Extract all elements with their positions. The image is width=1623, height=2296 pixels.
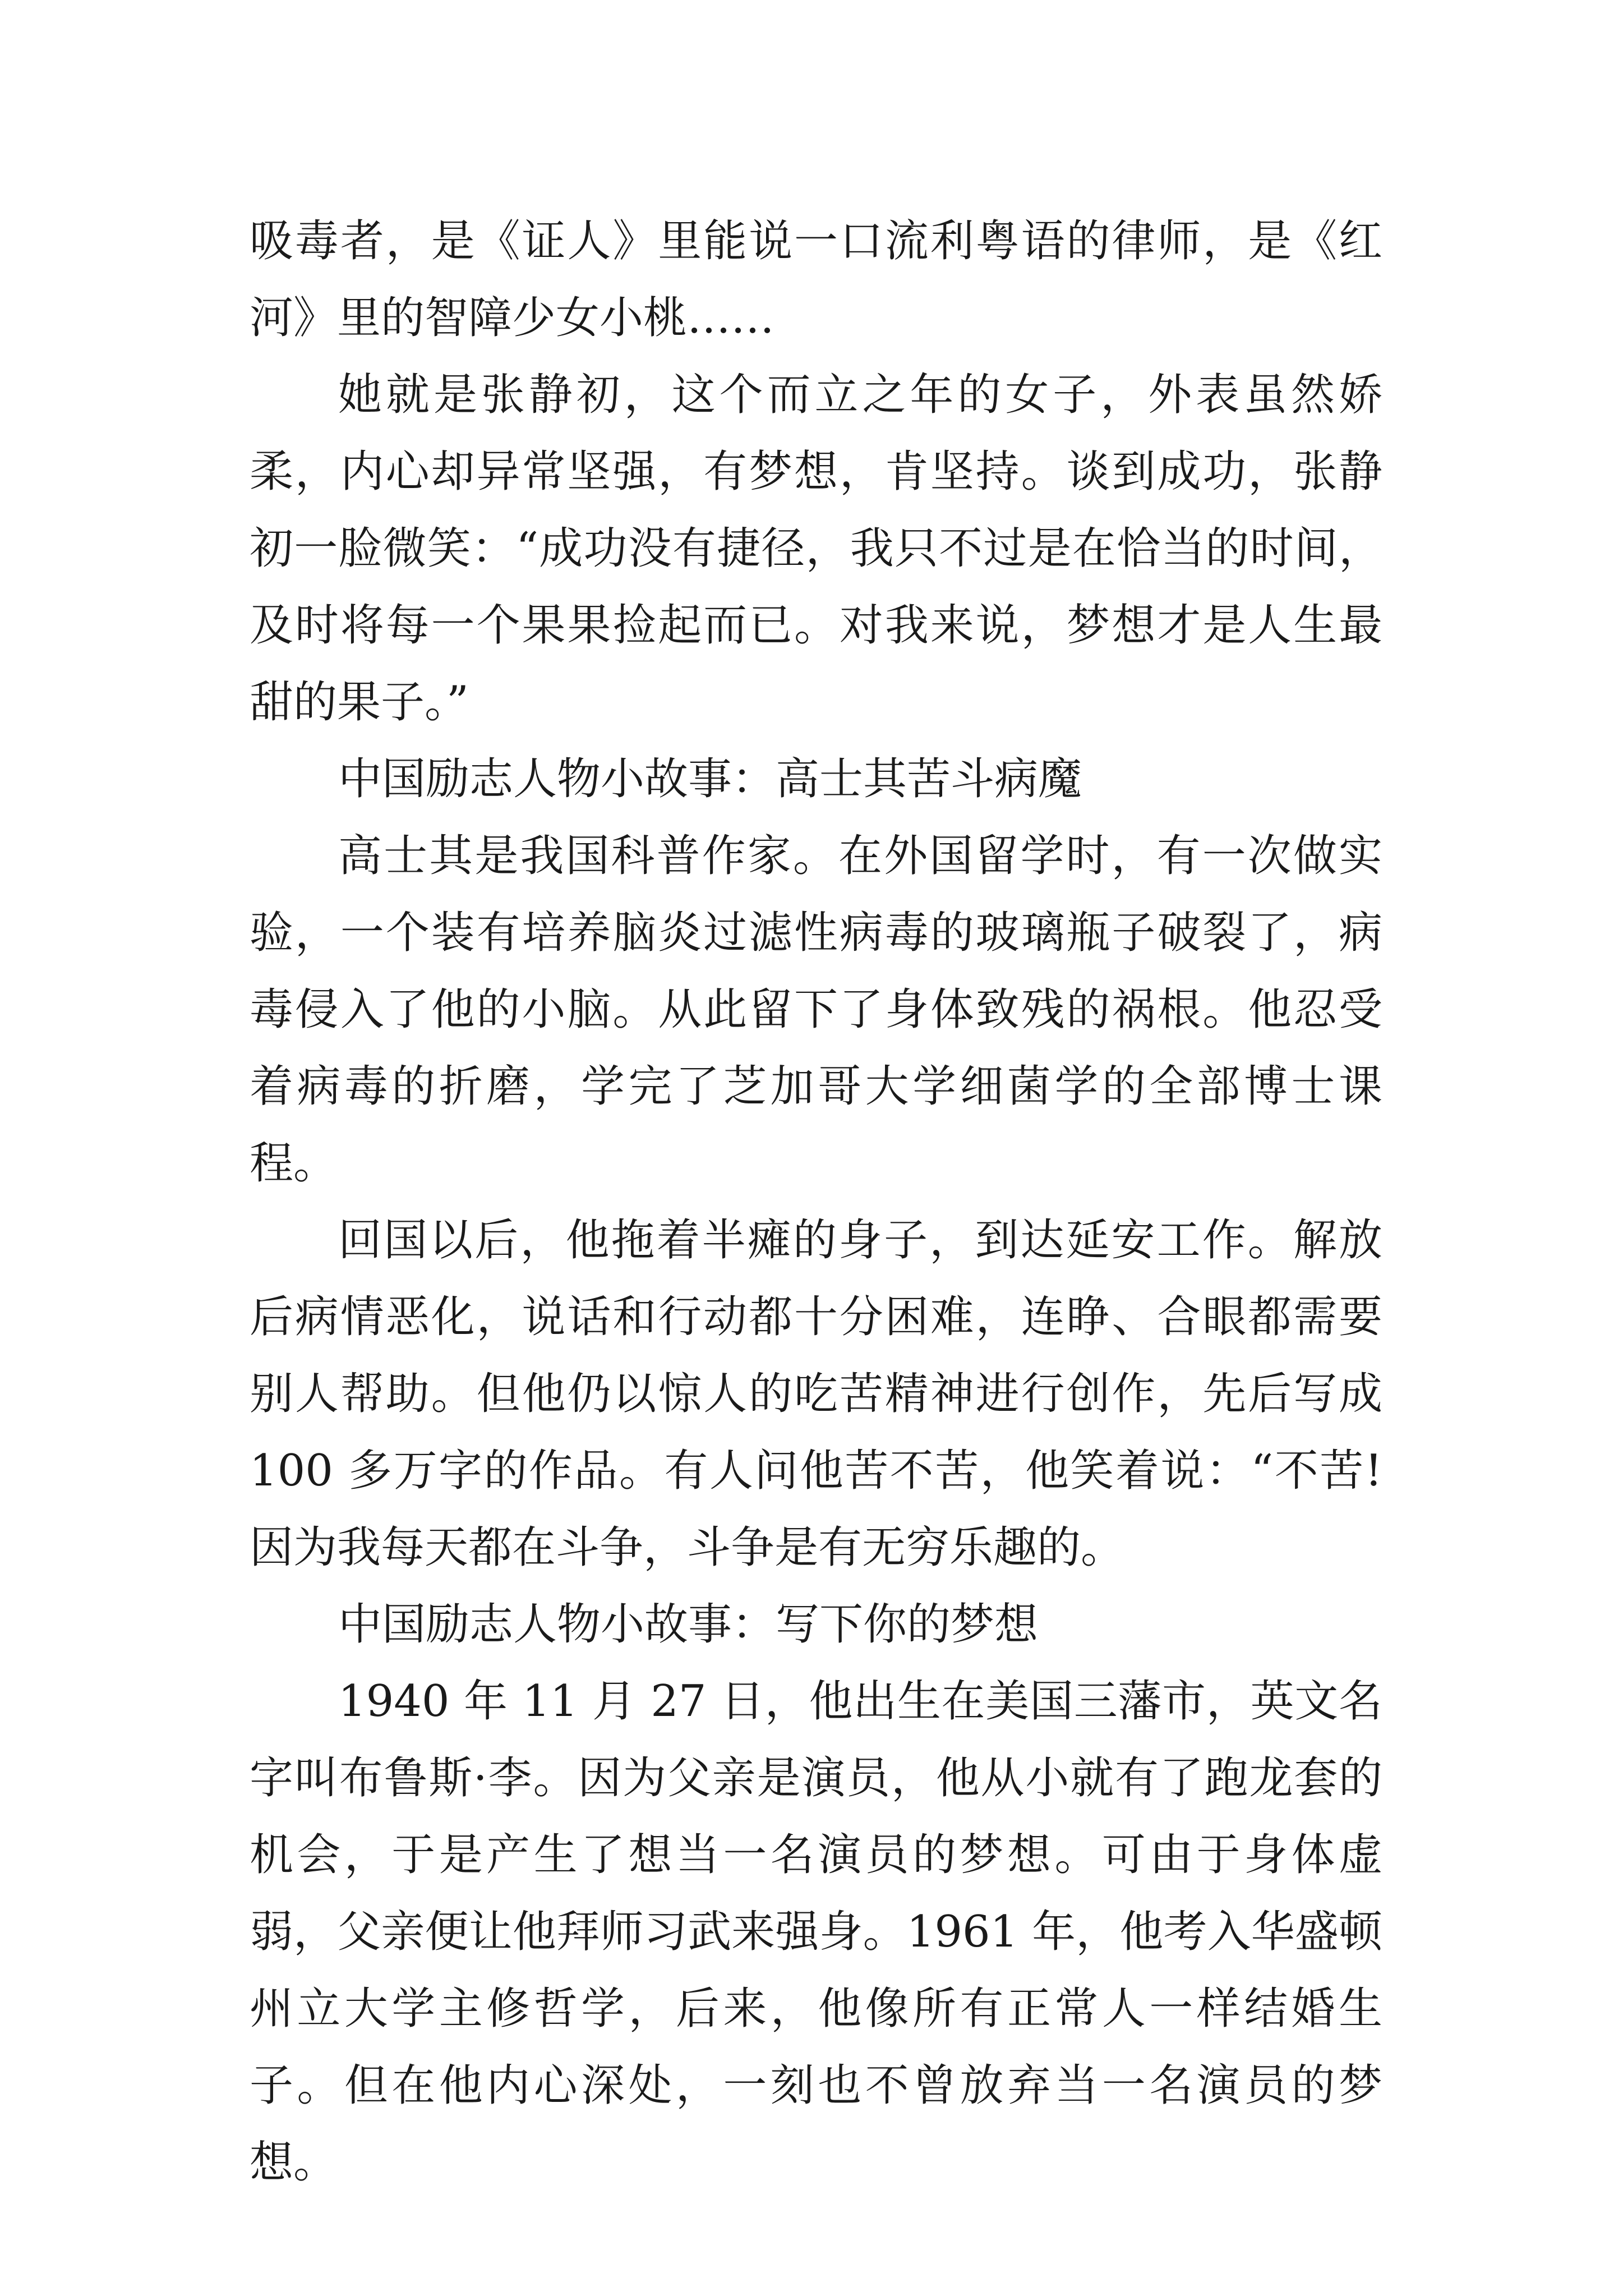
paragraph-gao-shiqi-return: 回国以后，他拖着半瘫的身子，到达延安工作。解放后病情恶化，说话和行动都十分困难，连睁、合眼都需要别人帮助。但他仍以惊人的吃苦精神进行创作，先后写成 100 多万字的作品。有人问他苦不苦，他笑着说：“不苦!因为我每天都在斗争，斗争是有无穷乐趣的。 [250,1215,1382,1573]
section-heading-write-dream: 中国励志人物小故事：写下你的梦想 [338,1599,1039,1650]
paragraph-bruce-lee: 1940 年 11 月 27 日，他出生在美国三藩市，英文名字叫布鲁斯·李。因为父亲是演员，他从小就有了跑龙套的机会，于是产生了想当一名演员的梦想。可由于身体虚弱，父亲便让他拜师习武来强身。1961 年，他考入华盛顿州立大学主修哲学，后来，他像所有正常人一样结婚生子。但在他内心深处，一刻也不曾放弃当一名演员的梦想。 [250,1676,1382,2188]
section-heading-gao-shiqi: 中国励志人物小故事：高士其苦斗病魔 [338,754,1082,804]
paragraph-gao-shiqi-study: 高士其是我国科普作家。在外国留学时，有一次做实验，一个装有培养脑炎过滤性病毒的玻璃瓶子破裂了，病毒侵入了他的小脑。从此留下了身体致残的祸根。他忍受着病毒的折磨，学完了芝加哥大学细菌学的全部博士课程。 [250,831,1382,1189]
paragraph-zhang-jingchu: 她就是张静初，这个而立之年的女子，外表虽然娇柔，内心却异常坚强，有梦想，肯坚持。谈到成功，张静初一脸微笑：“成功没有捷径，我只不过是在恰当的时间，及时将每一个果果捡起而已。对我来说，梦想才是人生最甜的果子。” [250,370,1382,728]
document-body [250,203,1382,2201]
paragraph-continuation: 吸毒者，是《证人》里能说一口流利粤语的律师，是《红河》里的智障少女小桃…… [250,216,1382,343]
